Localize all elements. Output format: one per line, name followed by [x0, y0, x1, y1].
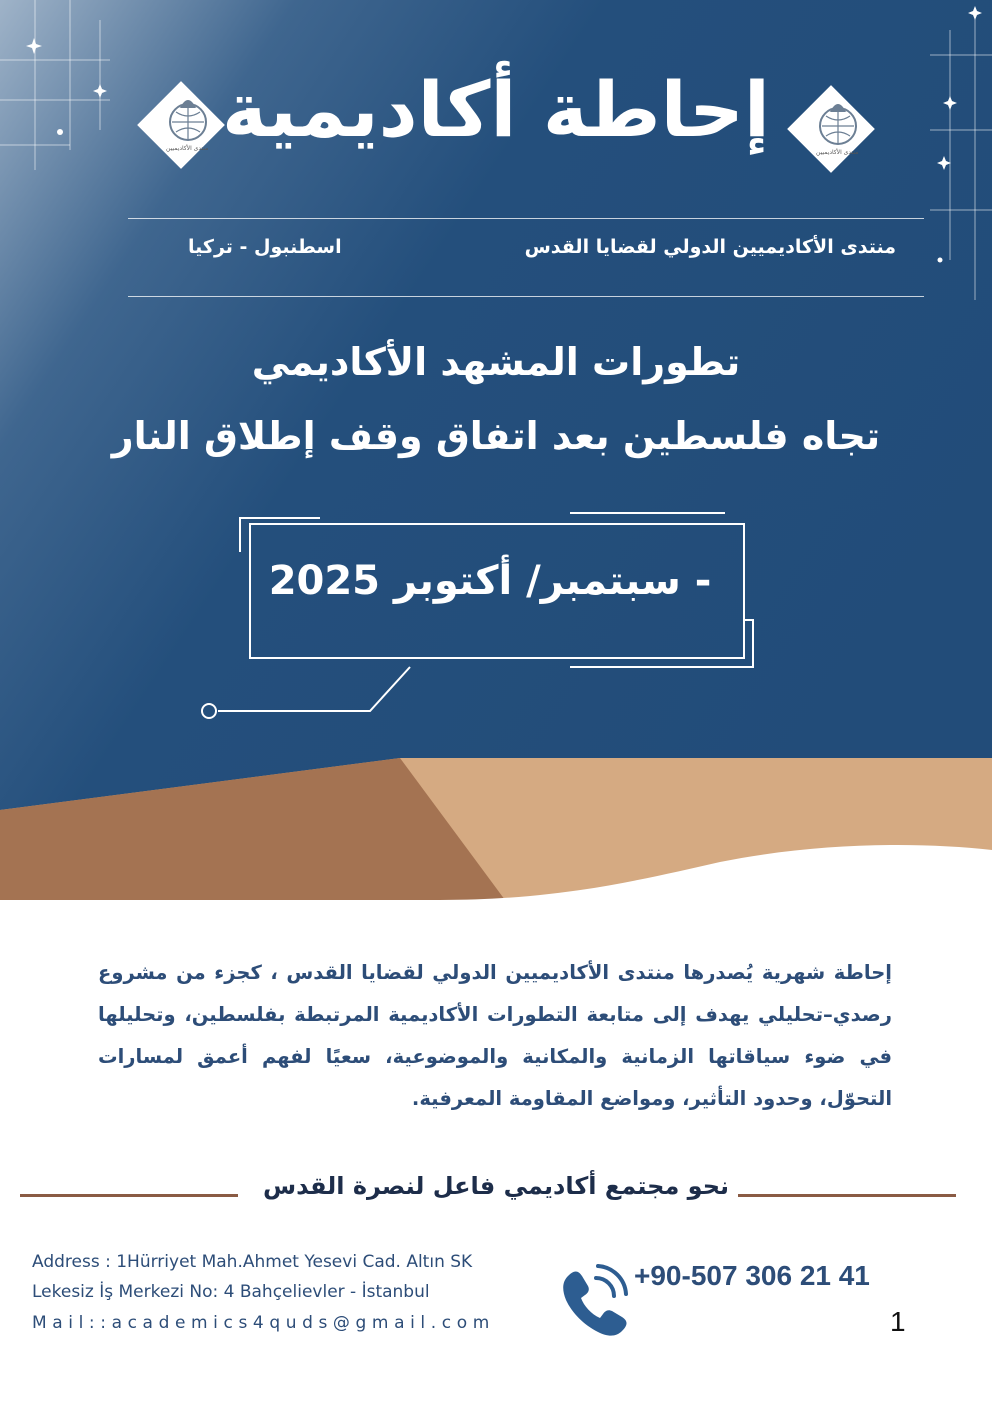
slogan: نحو مجتمع أكاديمي فاعل لنصرة القدس	[262, 1172, 730, 1200]
report-title-line2: تجاه فلسطين بعد اتفاق وقف إطلاق النار	[111, 414, 881, 458]
header-divider-bottom	[128, 296, 924, 297]
report-title-line1: تطورات المشهد الأكاديمي	[251, 340, 741, 384]
forum-logo-right	[778, 76, 884, 182]
page-number: 1	[890, 1306, 906, 1337]
phone-number[interactable]: +90-507 306 21 41	[634, 1260, 870, 1291]
intro-paragraph: إحاطة شهرية يُصدرها منتدى الأكاديميين الدولي لقضايا القدس ، كجزء من مشروع رصدي–تحليلي يهدف إلى متابعة التطورات الأكاديمية المرتبطة بفلسطين، وتحليلها في ضوء سياقاتها الزمانية والمكانية والموضوعية، سعيًا لفهم أعمق لمسارات التحوّل، وحدود التأثير، ومواضع المقاومة المعرفية.	[98, 961, 892, 1110]
svg-text:منتدى الأكاديميين: منتدى الأكاديميين	[166, 145, 209, 152]
header-divider-top	[128, 218, 924, 219]
email[interactable]: Mail::academics4quds@gmail.com	[32, 1313, 495, 1333]
phone-icon	[556, 1258, 634, 1336]
slogan-rule-right	[738, 1194, 956, 1197]
report-date: - سبتمبر/ أكتوبر 2025	[268, 558, 712, 604]
address-line-1: Address : 1Hürriyet Mah.Ahmet Yesevi Cad. Altın SK	[32, 1252, 473, 1272]
location: اسطنبول - تركيا	[188, 236, 342, 258]
svg-text:منتدى الأكاديميين: منتدى الأكاديميين	[816, 149, 859, 156]
slogan-rule-left	[20, 1194, 238, 1197]
organization-name: منتدى الأكاديميين الدولي لقضايا القدس	[524, 236, 896, 258]
publication-title: إحاطة أكاديمية	[222, 65, 770, 154]
address-line-2: Lekesiz İş Merkezi No: 4 Bahçelievler - İstanbul	[32, 1282, 430, 1302]
